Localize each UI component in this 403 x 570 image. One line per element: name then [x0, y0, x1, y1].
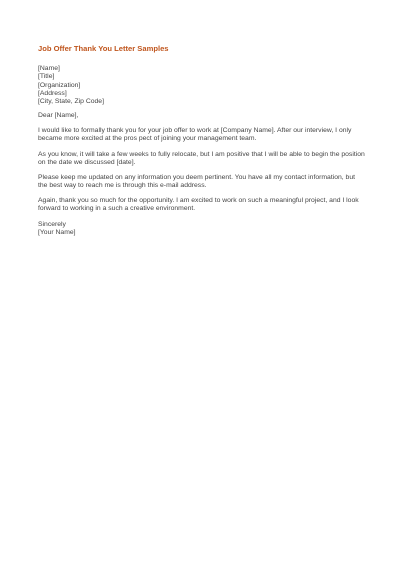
signature-placeholder: [Your Name]	[38, 229, 76, 237]
address-line-title: [Title]	[38, 73, 55, 81]
paragraph-line: forward to working in a such a creative environment.	[38, 205, 196, 213]
paragraph-relocation	[38, 151, 366, 168]
paragraph-line: the best way to reach me is through this e-mail address.	[38, 182, 207, 190]
paragraph-line: Again, thank you so much for the opportunity. I am excited to work on such a meaningful project, and I look	[38, 197, 359, 204]
closing-block	[38, 221, 76, 238]
address-line-address: [Address]	[38, 89, 67, 97]
closing-text: Sincerely	[38, 221, 66, 228]
paragraph-line: As you know, it will take a few weeks to fully relocate, but I am positive that I will be able to begin the position	[38, 151, 365, 158]
address-line-city-state-zip: [City, State, Zip Code]	[38, 98, 104, 106]
paragraph-gratitude	[38, 197, 366, 214]
paragraph-line: became more excited at the pros pect of joining your management team.	[38, 135, 257, 143]
paragraph-line: on the date we discussed [date].	[38, 159, 136, 167]
document-title: Job Offer Thank You Letter Samples	[38, 44, 169, 53]
recipient-address-block	[38, 65, 104, 106]
paragraph-line: I would like to formally thank you for your job offer to work at [Company Name]. After our interview, I only	[38, 127, 352, 134]
paragraph-line: Please keep me updated on any information you deem pertinent. You have all my contact information, but	[38, 174, 356, 181]
paragraph-thank-you	[38, 127, 366, 144]
salutation: Dear [Name],	[38, 112, 79, 119]
address-line-organization: [Organization]	[38, 81, 81, 89]
paragraph-contact	[38, 174, 366, 191]
address-line-name: [Name]	[38, 65, 60, 72]
